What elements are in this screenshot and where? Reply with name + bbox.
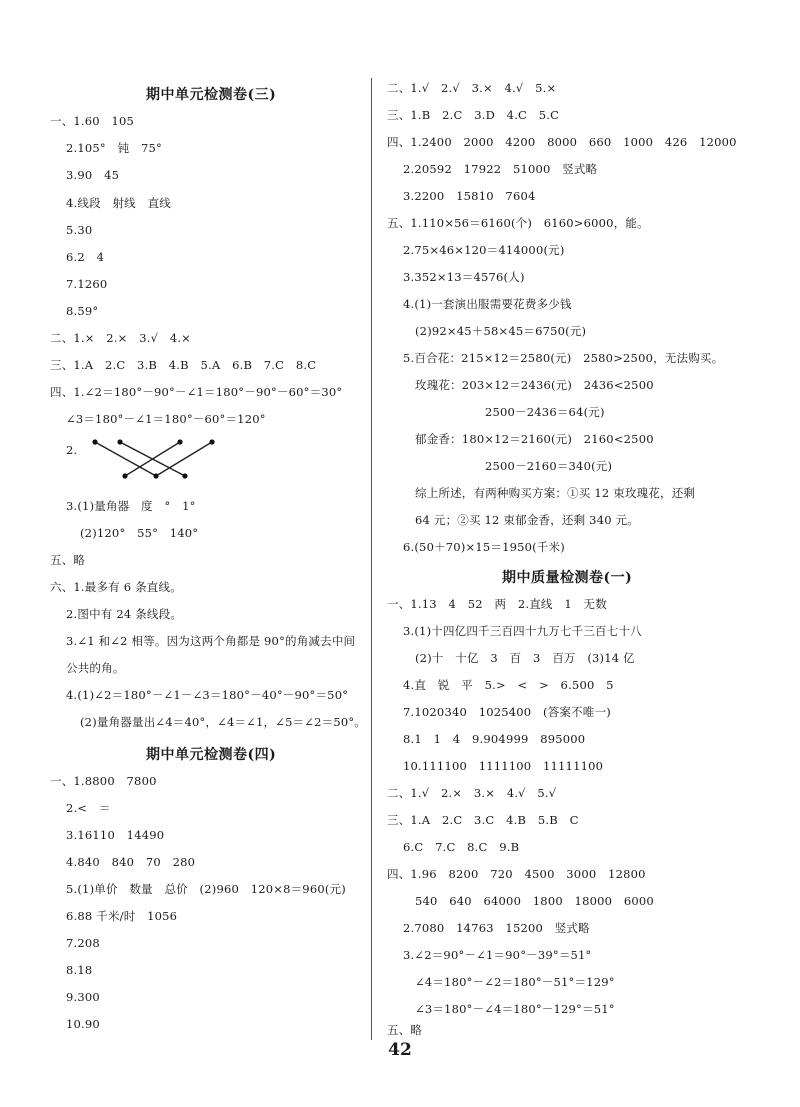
answer-line: (2)量角器量出∠4＝40°，∠4＝∠1，∠5＝∠2＝50°。 (80, 715, 367, 729)
answer-line: 4.直 锐 平 5.> < > 6.500 5 (403, 678, 614, 692)
section-title-test4: 期中单元检测卷(四) (146, 747, 277, 763)
answer-line: 四、1.2400 2000 4200 8000 660 1000 426 12000 (387, 135, 737, 149)
page-number: 42 (388, 1040, 412, 1060)
answer-line: 6.C 7.C 8.C 9.B (403, 840, 520, 854)
answer-line: 8.59° (66, 304, 99, 318)
answer-line: 六、1.最多有 6 条直线。 (50, 580, 182, 594)
answer-line: 2.20592 17922 51000 竖式略 (403, 162, 598, 176)
answer-line: 公共的角。 (66, 661, 125, 675)
answer-line: 2500－2436＝64(元) (485, 405, 605, 419)
match-dot (117, 439, 122, 444)
answer-line: 三、1.A 2.C 3.B 4.B 5.A 6.B 7.C 8.C (50, 358, 317, 372)
answer-line: 3.∠2＝90°－∠1＝90°－39°＝51° (403, 948, 592, 962)
answer-line: 三、1.B 2.C 3.D 4.C 5.C (387, 108, 560, 122)
answer-line: 2.图中有 24 条线段。 (66, 607, 183, 621)
match-line (95, 442, 156, 476)
section-title-quality1: 期中质量检测卷(一) (502, 570, 633, 586)
match-dot (209, 439, 214, 444)
answer-line: 一、1.60 105 (50, 114, 135, 128)
answer-line: 郁金香：180×12＝2160(元) 2160<2500 (415, 432, 654, 446)
answer-line: 8.1 1 4 9.904999 895000 (403, 732, 586, 746)
answer-line: 9.300 (66, 990, 100, 1004)
answer-line: 五、略 (50, 553, 86, 567)
answer-line: (2)92×45＋58×45＝6750(元) (415, 324, 587, 338)
answer-line: 10.90 (66, 1017, 100, 1031)
answer-line: 五、1.110×56＝6160(个) 6160>6000，能。 (387, 216, 649, 230)
answer-line: 二、1.× 2.× 3.√ 4.× (50, 331, 192, 345)
answer-line: 7.1260 (66, 277, 108, 291)
answer-line: 一、1.8800 7800 (50, 774, 157, 788)
answer-line: 540 640 64000 1800 18000 6000 (415, 894, 654, 908)
match-line (120, 442, 185, 476)
answer-line: 7.208 (66, 936, 100, 950)
answer-line: 6.88 千米/时 1056 (66, 909, 178, 923)
match-dot (122, 473, 127, 478)
answer-line: 一、1.13 4 52 两 2.直线 1 无数 (387, 597, 607, 611)
answer-line: 8.18 (66, 963, 93, 977)
answer-line: 3.(1)十四亿四千三百四十九万七千三百七十八 (403, 624, 642, 638)
answer-line: 5.(1)单价 数量 总价 (2)960 120×8＝960(元) (66, 882, 346, 896)
answer-line: 四、1.96 8200 720 4500 3000 12800 (387, 867, 646, 881)
answer-line: 3.(1)量角器 度 ° 1° (66, 499, 196, 513)
answer-line: 6.2 4 (66, 250, 105, 264)
match-dot (153, 473, 158, 478)
match-dot (182, 473, 187, 478)
answer-line: 二、1.√ 2.× 3.× 4.√ 5.√ (387, 786, 557, 800)
answer-line: 5.百合花：215×12＝2580(元) 2580>2500，无法购买。 (403, 351, 724, 365)
column-divider (371, 78, 372, 1040)
match-dot (177, 439, 182, 444)
answer-line: 3.2200 15810 7604 (403, 189, 536, 203)
answer-line: 五、略 (387, 1023, 423, 1037)
answer-line: 4.(1)∠2＝180°－∠1－∠3＝180°－40°－90°＝50° (66, 688, 349, 702)
answer-line: ∠4＝180°－∠2＝180°－51°＝129° (415, 975, 615, 989)
answer-line: 3.16110 14490 (66, 828, 165, 842)
answer-line: 7.1020340 1025400 (答案不唯一) (403, 705, 611, 719)
matching-lines-diagram (90, 436, 220, 482)
answer-line: 二、1.√ 2.√ 3.× 4.√ 5.× (387, 81, 557, 95)
answer-line: 2.7080 14763 15200 竖式略 (403, 921, 590, 935)
answer-line: 4.840 840 70 280 (66, 855, 196, 869)
answer-line: 3.∠1 和∠2 相等。因为这两个角都是 90°的角减去中间 (66, 634, 356, 648)
match-line (156, 442, 212, 476)
answer-line: 综上所述，有两种购买方案：①买 12 束玫瑰花，还剩 (415, 486, 696, 500)
answer-line: 玫瑰花：203×12＝2436(元) 2436<2500 (415, 378, 654, 392)
answer-line: 3.352×13＝4576(人) (403, 270, 525, 284)
answer-line: (2)十 十亿 3 百 3 百万 (3)14 亿 (415, 651, 635, 665)
answer-line: 6.(50＋70)×15＝1950(千米) (403, 540, 565, 554)
answer-line: 三、1.A 2.C 3.C 4.B 5.B C (387, 813, 579, 827)
answer-line: 3.90 45 (66, 168, 120, 182)
answer-line: ∠3＝180°－∠1＝180°－60°＝120° (66, 412, 266, 426)
answer-line: 5.30 (66, 223, 93, 237)
answer-line: 2500－2160＝340(元) (485, 459, 613, 473)
answer-line: 2.105° 钝 75° (66, 141, 162, 155)
answer-line: (2)120° 55° 140° (80, 526, 199, 540)
match-dot (92, 439, 97, 444)
answer-line: 10.111100 1111100 11111100 (403, 759, 604, 773)
answer-line: ∠3＝180°－∠4＝180°－129°＝51° (415, 1002, 615, 1016)
answer-line: 四、1.∠2＝180°－90°－∠1＝180°－90°－60°＝30° (50, 385, 343, 399)
answer-line: 2.< ＝ (66, 801, 111, 815)
answer-line: 64 元；②买 12 束郁金香，还剩 340 元。 (415, 513, 639, 527)
answer-line: 4.(1)一套演出服需要花费多少钱 (403, 297, 572, 311)
answer-line: 2.75×46×120＝414000(元) (403, 243, 565, 257)
answer-line: 2. (66, 443, 78, 457)
answer-line: 4.线段 射线 直线 (66, 196, 171, 210)
section-title-test3: 期中单元检测卷(三) (146, 87, 277, 103)
